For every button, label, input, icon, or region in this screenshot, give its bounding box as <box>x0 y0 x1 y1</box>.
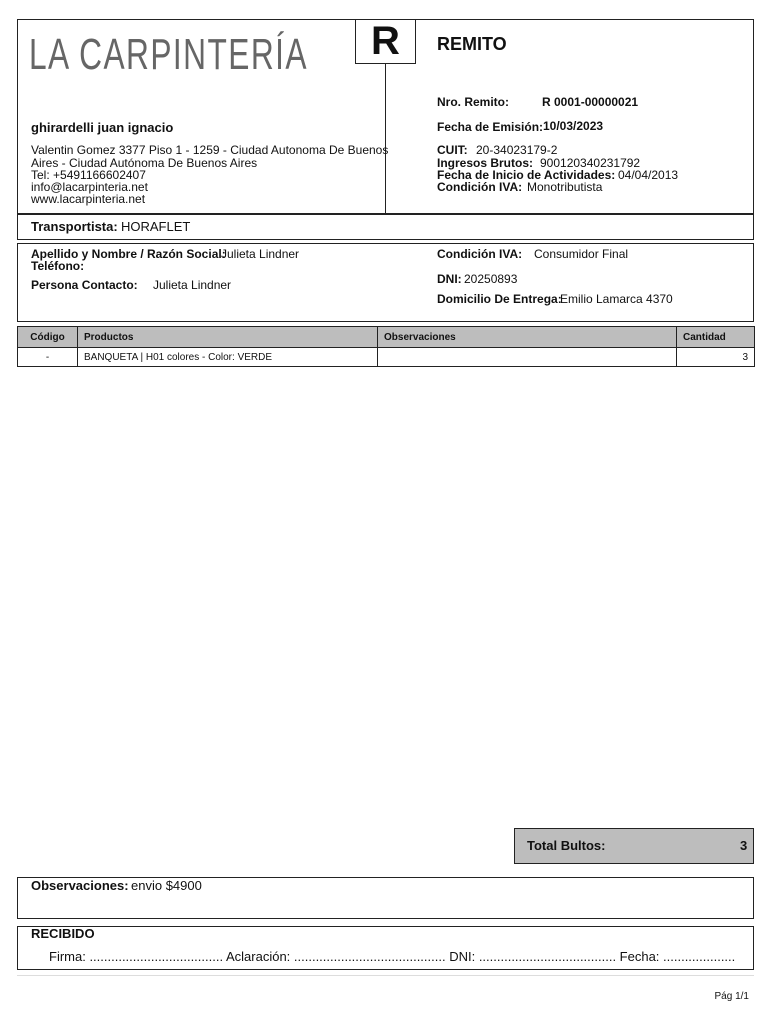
recibido-title: RECIBIDO <box>31 926 95 941</box>
transportista-value: HORAFLET <box>121 219 191 234</box>
condicion-iva-label: Condición IVA: <box>437 180 523 194</box>
client-phone-label: Teléfono: <box>31 259 85 273</box>
client-dni-label: DNI: <box>437 272 462 286</box>
contact-value: Julieta Lindner <box>153 278 232 292</box>
inicio-actividades-value: 04/04/2013 <box>618 168 679 182</box>
observaciones-value: envio $4900 <box>131 878 202 893</box>
observaciones-label: Observaciones: <box>31 878 129 893</box>
company-address-line1: Valentin Gomez 3377 Piso 1 - 1259 - Ciudad Autonoma De Buenos <box>31 143 389 157</box>
page-number: Pág 1/1 <box>714 991 749 1002</box>
condicion-iva-value: Monotributista <box>527 180 603 194</box>
company-logo: LA CARPINTERÍA <box>29 30 308 79</box>
cell-observaciones <box>378 348 677 367</box>
ingresos-brutos-value: 900120340231792 <box>540 156 641 170</box>
ingresos-brutos-label: Ingresos Brutos: <box>437 156 534 170</box>
products-table <box>17 326 754 367</box>
cuit-label: CUIT: <box>437 143 468 157</box>
client-iva-value: Consumidor Final <box>534 247 629 261</box>
column-header-productos: Productos <box>78 327 378 348</box>
company-email: info@lacarpinteria.net <box>31 180 148 194</box>
footer-separator <box>17 975 754 976</box>
cell-codigo: - <box>18 348 78 367</box>
client-name-value: Julieta Lindner <box>221 247 300 261</box>
fecha-emision-value: 10/03/2023 <box>543 119 604 133</box>
column-header-observaciones: Observaciones <box>378 327 677 348</box>
table-row <box>18 348 755 367</box>
contact-label: Persona Contacto: <box>31 278 138 292</box>
total-bultos-label: Total Bultos: <box>527 838 606 853</box>
document-letter-box: R <box>355 19 416 64</box>
header-divider <box>385 63 386 213</box>
cell-cantidad: 3 <box>677 348 755 367</box>
cuit-value: 20-34023179-2 <box>476 143 558 157</box>
domicilio-label: Domicilio De Entrega: <box>437 292 562 306</box>
column-header-codigo: Código <box>18 327 78 348</box>
transportista-label: Transportista: <box>31 219 118 234</box>
document-title: REMITO <box>437 34 507 54</box>
client-name-label: Apellido y Nombre / Razón Social: <box>31 247 226 261</box>
nro-remito-label: Nro. Remito: <box>437 95 509 109</box>
company-name: ghirardelli juan ignacio <box>31 120 174 135</box>
recibido-signature-line: Firma: ..................................... Aclaración: .......................................... DNI: ...................................... Fecha: .................... <box>49 949 736 964</box>
company-address-line2: Aires - Ciudad Autónoma De Buenos Aires <box>31 156 258 170</box>
fecha-emision-label: Fecha de Emisión: <box>437 120 544 134</box>
domicilio-value: Emilio Lamarca 4370 <box>560 292 673 306</box>
client-dni-value: 20250893 <box>464 272 518 286</box>
company-phone: Tel: +5491166602407 <box>31 168 146 182</box>
nro-remito-value: R 0001-00000021 <box>542 95 639 109</box>
inicio-actividades-label: Fecha de Inicio de Actividades: <box>437 168 616 182</box>
cell-producto: BANQUETA | H01 colores - Color: VERDE <box>78 348 378 367</box>
company-website: www.lacarpinteria.net <box>31 192 146 206</box>
total-bultos-value: 3 <box>740 838 748 853</box>
client-iva-label: Condición IVA: <box>437 247 523 261</box>
table-header-row <box>18 327 755 348</box>
column-header-cantidad: Cantidad <box>677 327 755 348</box>
